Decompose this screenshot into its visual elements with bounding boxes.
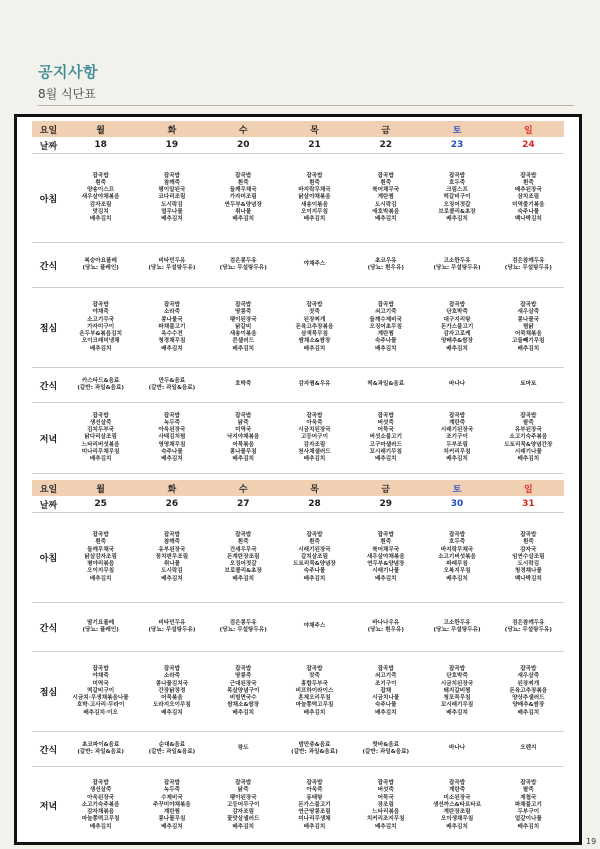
menu-items: 잡곡밥 흰죽 북어채무국 새우살야채볶음 연두부&양념장 시래기나물 배추김치	[366, 532, 405, 582]
meal-cell	[279, 243, 350, 288]
meal-cell	[421, 368, 492, 403]
menu-items: 잡곡밥 버섯죽 어묵국 버섯소불고기 고구마샐러드 꼬시래기무침 배추김치	[369, 412, 402, 462]
meal-cell	[136, 243, 207, 288]
meal-row	[32, 154, 564, 243]
meal-cell	[65, 603, 136, 652]
date-2: 27	[236, 499, 250, 509]
menu-items: 잡곡밥 흰죽 양송이스프 새우살야채볶음 감자조림 맛김치 배추김치	[81, 172, 120, 222]
menu-items: 비타민두유 (당뇨: 무설탕두유)	[148, 619, 196, 633]
meal-cell	[493, 403, 564, 474]
meal-cell	[208, 732, 279, 767]
menu-items: 잡곡밥 팥죽 재첩국 파채불고기 두부구이 얼갈이나물 배추김치	[514, 780, 542, 830]
meal-row	[32, 513, 564, 603]
menu-items: 잡곡밥 새우살죽 콩나물국 찜닭 어묵채볶음 고들빼기무침 배추김치	[512, 302, 545, 352]
meal-cell	[136, 154, 207, 243]
meal-cell	[421, 732, 492, 767]
meal-cell	[421, 513, 492, 603]
meal-cell	[136, 732, 207, 767]
meal-row	[32, 652, 564, 732]
meal-cell	[421, 154, 492, 243]
meal-cell	[493, 603, 564, 652]
weekday-0: 월	[65, 480, 136, 496]
meal-label: 아침	[32, 154, 65, 243]
menu-items: 왕도	[237, 745, 249, 752]
meal-cell	[65, 288, 136, 368]
menu-items: 초코파이&음료 (갈반: 과일&음료)	[77, 741, 124, 755]
meal-cell	[350, 288, 421, 368]
title-divider	[38, 105, 574, 106]
menu-items: 호박죽	[235, 381, 252, 388]
meal-cell	[279, 403, 350, 474]
menu-items: 야채주스	[303, 623, 326, 630]
meal-cell	[493, 513, 564, 603]
meal-cell	[65, 652, 136, 732]
meal-cell	[279, 603, 350, 652]
meal-cell	[136, 368, 207, 403]
menu-items: 바나나	[448, 745, 466, 752]
weekday-0: 월	[65, 121, 136, 137]
day-col-label: 요일	[32, 480, 65, 496]
menu-items: 잡곡밥 닭죽 팽이된장국 고등어무구이 감자조림 꽃맛살샐러드 배추김치	[226, 780, 260, 830]
menu-items: 잡곡밥 소라죽 콩나물국 파채불고기 옥수수전 청경채무침 배추김치	[158, 302, 186, 352]
menu-items: 잡곡밥 흰죽 시래기된장국 갈치살조림 도토리묵&양념장 숙주나물 배추김치	[293, 532, 336, 582]
meal-cell	[350, 243, 421, 288]
meal-row	[32, 243, 564, 288]
menu-items: 오렌지	[520, 745, 537, 752]
meal-label: 점심	[32, 288, 65, 368]
meal-cell	[279, 767, 350, 845]
date-1: 26	[165, 499, 179, 509]
meal-label: 아침	[32, 513, 65, 603]
meal-cell	[208, 652, 279, 732]
menu-items: 잡곡밥 생선살죽 김치두부국 닭다리살조림 느타리버섯볶음 미나리무채무침 배추김치	[81, 412, 120, 462]
date-5: 23	[450, 140, 464, 150]
meal-cell	[350, 403, 421, 474]
menu-items: 잡곡밥 소라죽 콩나물김치국 간장닭장정 어묵볶음 도라지오이무침 배추김치	[153, 666, 191, 716]
date-3: 21	[308, 140, 321, 150]
menu-items: 잡곡밥 참깨죽 평이알된국 코다리조림 도시락김 열무나물 배추김치	[158, 172, 186, 222]
weekday-4: 금	[350, 121, 421, 137]
meal-cell	[136, 603, 207, 652]
meal-cell	[65, 403, 136, 474]
meal-cell	[421, 652, 492, 732]
meal-cell	[136, 403, 207, 474]
meal-row	[32, 403, 564, 474]
meal-cell	[208, 767, 279, 845]
menu-items: 잡곡밥 야채죽 소고기무국 가자미구이 온두부&볶음김치 오이크래미냉채 배추김치	[79, 302, 122, 352]
meal-cell	[65, 513, 136, 603]
meal-cell	[350, 603, 421, 652]
menu-items: 잡곡밥 녹두죽 수제비국 주꾸미야채볶음 계란찜 콩나물무침 배추김치	[153, 780, 191, 830]
menu-items: 잡곡밥 쇠고기죽 들깨수제비국 오징어초무침 계란찜 숙주나물 배추김치	[369, 302, 402, 352]
meal-row	[32, 288, 564, 368]
meal-cell	[208, 403, 279, 474]
day-col-label: 요일	[32, 121, 65, 137]
menu-items: 잡곡밥 닭죽 미역국 낙지야채볶음 어묵볶음 콩나물무침 배추김치	[226, 412, 260, 462]
weekday-3: 목	[279, 480, 350, 496]
weekday-2: 수	[208, 480, 279, 496]
menu-items: 잡곡밥 생선살죽 아욱된장국 소고기숙주볶음 감자채볶음 마늘쫑떡고무침 배추김치	[81, 780, 120, 830]
menu-items: 잡곡밥 단호박죽 시금치된장국 돼지갈비찜 청포묵무침 꼬시래기무침 배추김치	[440, 666, 474, 716]
meal-cell	[350, 767, 421, 845]
menu-items: 잡곡밥 녹두죽 아욱된장국 사태김치찜 영영채무침 숙주나물 배추김치	[158, 412, 186, 462]
menu-items: 카스타드&음료 (갈반: 과일&음료)	[77, 377, 124, 391]
weekday-2: 수	[208, 121, 279, 137]
date-2: 20	[236, 140, 250, 150]
meal-cell	[65, 154, 136, 243]
menu-items: 잡곡밥 계란죽 시래기된장국 조기구이 두부조림 치커리무침 배추김치	[440, 412, 474, 462]
menu-items: 잡곡밥 흰죽 들깨무채국 닭살감자조림 평야리볶음 오이지무침 배추김치	[84, 532, 117, 582]
meal-cell	[279, 288, 350, 368]
menu-items: 잡곡밥 아욱죽 동태탕 돈가스불고기 연근땅콩조림 미나리무생채 배추김치	[298, 780, 331, 830]
date-6: 31	[522, 499, 535, 509]
menu-items: 잡곡밥 잣죽 된장찌개 돈육고추장볶음 삼색묵무침 쌈채소&쌈장 배추김치	[295, 302, 334, 352]
meal-label: 간식	[32, 732, 65, 767]
menu-items: 토마토	[520, 381, 537, 388]
date-row	[32, 496, 564, 513]
meal-label: 간식	[32, 368, 65, 403]
date-4: 29	[379, 499, 393, 509]
menu-items: 잡곡밥 쇠고기죽 조기구이 잡채 시금치나물 숙주나물 배추김치	[372, 666, 400, 716]
page-number: 19	[586, 837, 597, 846]
meal-cell	[208, 154, 279, 243]
meal-cell	[208, 368, 279, 403]
date-5: 30	[450, 499, 464, 509]
meal-cell	[493, 652, 564, 732]
meal-cell	[350, 732, 421, 767]
menu-items: 비타민두유 (당뇨: 무설탕두유)	[148, 257, 196, 271]
meal-cell	[493, 154, 564, 243]
meal-schedule-table	[32, 117, 564, 844]
menu-items: 검은참깨두유 (당뇨: 무설탕두유)	[504, 257, 552, 271]
meal-cell	[493, 243, 564, 288]
menu-items: 잡곡밥 잣죽 홍합두부국 비프하이라이스 훈제오리무침 마늘쫑떡고무침 배추김치	[295, 666, 334, 716]
meal-cell	[136, 288, 207, 368]
meal-cell	[421, 767, 492, 845]
meal-cell	[279, 732, 350, 767]
menu-items: 만두&음료 (갈반: 과일&음료)	[148, 377, 196, 391]
menu-items: 떡&과일&음료	[367, 381, 405, 388]
menu-items: 잡곡밥 흰죽 들깨무채국 가자미조림 연두부&양념장 취나물 배추김치	[224, 172, 262, 222]
date-col-label: 날짜	[39, 500, 58, 511]
menu-items: 잡곡밥 참깨죽 유부된장국 꽁치편무조림 취나물 도시락김 배추김치	[155, 532, 189, 582]
meal-label: 저녁	[32, 767, 65, 845]
menu-items: 잡곡밥 아욱죽 시금치된장국 고등어구이 감자조림 천사채샐러드 배추김치	[298, 412, 331, 462]
menu-items: 야채주스	[303, 261, 326, 268]
date-3: 28	[308, 499, 321, 509]
menu-items: 잡곡밥 호두죽 크림스프 떡갈비구이 오징어젓갈 브로콜리&초장 배추김치	[438, 172, 476, 222]
meal-row	[32, 368, 564, 403]
menu-items: 잡곡밥 흰죽 바지락무채국 닭살야채볶음 새송이볶음 오이지무침 배추김치	[298, 172, 331, 222]
meal-cell	[279, 154, 350, 243]
menu-items: 잡곡밥 흰죽 배추된장국 삼치조림 미역줄기볶음 숙주나물 백나박김치	[512, 172, 545, 222]
meal-cell	[136, 652, 207, 732]
meal-cell	[493, 288, 564, 368]
meal-cell	[136, 513, 207, 603]
menu-items: 순대&음료 (갈반: 과일&음료)	[148, 741, 196, 755]
meal-cell	[350, 652, 421, 732]
meal-cell	[350, 513, 421, 603]
meal-cell	[279, 368, 350, 403]
meal-label: 간식	[32, 243, 65, 288]
meal-label: 저녁	[32, 403, 65, 474]
meal-cell	[493, 368, 564, 403]
date-col-label: 날짜	[39, 141, 58, 152]
menu-items: 잡곡밥 팥죽 유부된장국 소고기숙주볶음 도토리묵&양념간장 시래기나물 배추김치	[504, 412, 553, 462]
menu-items: 바나나	[448, 381, 466, 388]
menu-items: 초코우유 (당뇨: 흰우유)	[367, 257, 404, 271]
menu-items: 딸기요플레 (당뇨: 플레인)	[82, 619, 119, 633]
meal-cell	[208, 243, 279, 288]
weekday-3: 목	[279, 121, 350, 137]
weekday-6: 일	[493, 480, 564, 496]
menu-items: 검은콩두유 (당뇨: 무설탕두유)	[219, 619, 267, 633]
date-row	[32, 137, 564, 154]
date-6: 24	[522, 140, 535, 150]
menu-items: 고소한두유 (당뇨: 무설탕두유)	[433, 257, 481, 271]
meal-cell	[208, 288, 279, 368]
menu-items: 잡곡밥 흰죽 감자국 임연수살조림 도시락김 청경채나물 백나박김치	[512, 532, 545, 582]
meal-cell	[65, 732, 136, 767]
menu-items: 바나나우유 (당뇨: 흰우유)	[367, 619, 404, 633]
meal-cell	[208, 603, 279, 652]
menu-items: 밤만쥬&음료 (갈반: 과일&음료)	[291, 741, 338, 755]
page-title: 공지사항	[38, 63, 98, 81]
meal-cell	[421, 288, 492, 368]
meal-cell	[279, 513, 350, 603]
weekday-header-row	[32, 121, 564, 137]
menu-items: 검은참깨두유 (당뇨: 무설탕두유)	[504, 619, 552, 633]
menu-items: 핫바&음료 (갈반: 과일&음료)	[362, 741, 410, 755]
meal-label: 간식	[32, 603, 65, 652]
menu-items: 잡곡밥 호두죽 바지락무채국 소고기버섯볶음 파래무침 오복지무침 배추김치	[438, 532, 476, 582]
menu-items: 감자찜&우유	[298, 381, 331, 388]
meal-schedule-frame	[14, 114, 582, 845]
meal-row	[32, 732, 564, 767]
menu-items: 잡곡밥 버섯죽 어묵국 장조림 느타리볶음 치커리조지무침 배추김치	[366, 780, 405, 830]
menu-items: 잡곡밥 흰죽 북어채무국 계란찜 도시락김 애호박볶음 배추김치	[372, 172, 400, 222]
weekday-1: 화	[136, 121, 207, 137]
meal-cell	[65, 368, 136, 403]
meal-cell	[350, 154, 421, 243]
weekday-5: 토	[421, 480, 492, 496]
weekday-6: 일	[493, 121, 564, 137]
menu-items: 잡곡밥 단호박죽 대구지리탕 돈가스불고기 감자고로케 양배추&쌈장 배추김치	[440, 302, 474, 352]
weekday-5: 토	[421, 121, 492, 137]
meal-cell	[350, 368, 421, 403]
meal-cell	[421, 403, 492, 474]
meal-cell	[493, 767, 564, 845]
menu-items: 검은콩두유 (당뇨: 무설탕두유)	[219, 257, 267, 271]
page-subtitle: 8월 식단표	[38, 87, 96, 101]
meal-cell	[208, 513, 279, 603]
menu-items: 잡곡밥 땅콩죽 팽이된장국 닭갈비 새송이볶음 콘샐러드 배추김치	[229, 302, 257, 352]
menu-items: 잡곡밥 야채죽 미역국 떡갈비구이 시금치·무생채볶음나물 호박·고사리·무라이 배추김치·이오	[72, 666, 129, 716]
date-1: 19	[165, 140, 179, 150]
menu-items: 잡곡밥 흰죽 건새우무국 돈계란장조림 오징어젓갈 브로콜리&초장 배추김치	[224, 532, 262, 582]
weekday-4: 금	[350, 480, 421, 496]
weekday-1: 화	[136, 480, 207, 496]
date-0: 18	[94, 140, 107, 150]
meal-cell	[136, 767, 207, 845]
meal-cell	[279, 652, 350, 732]
menu-items: 잡곡밥 새우살죽 된장찌개 돈육고추장볶음 양상추샐러드 양배추&쌈장 배추김치	[509, 666, 548, 716]
menu-items: 잡곡밥 땅콩죽 근대된장국 목살양념구이 비빔면국수 쌈채소&쌈장 배추김치	[226, 666, 260, 716]
meal-row	[32, 767, 564, 845]
meal-cell	[493, 732, 564, 767]
meal-cell	[421, 603, 492, 652]
menu-items: 복숭아요플레 (당뇨: 플레인)	[82, 257, 119, 271]
menu-items: 고소한두유 (당뇨: 무설탕두유)	[433, 619, 481, 633]
meal-label: 점심	[32, 652, 65, 732]
menu-items: 잡곡밥 계란죽 미소된장국 생선까스&타르타르 계란장조림 오이생채무침 배추김치	[432, 780, 482, 830]
date-0: 25	[94, 499, 107, 509]
meal-cell	[421, 243, 492, 288]
weekday-header-row	[32, 480, 564, 496]
date-4: 22	[379, 140, 393, 150]
meal-cell	[65, 767, 136, 845]
meal-row	[32, 603, 564, 652]
meal-cell	[65, 243, 136, 288]
